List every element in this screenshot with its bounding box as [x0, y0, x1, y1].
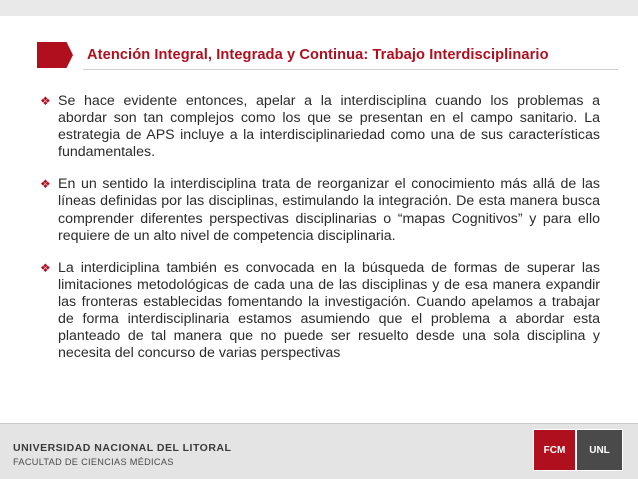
slide-content	[40, 93, 600, 377]
bullet-text: En un sentido la interdisciplina trata de reorganizar el conocimiento más allá de las líneas definidas por las disciplinas, estimulando la integración. De esta manera busca comprender diferentes perspectivas disciplinarias o “mapas Cognitivos” y para ello requiere de un alto nivel de competencia disciplinaria.	[58, 176, 600, 244]
bullet-item	[40, 176, 600, 244]
bullet-item	[40, 260, 600, 363]
title-divider	[83, 69, 618, 70]
top-strip	[0, 0, 638, 16]
footer-divider	[0, 423, 638, 424]
bullet-item	[40, 93, 600, 161]
diamond-bullet-icon: ❖	[40, 94, 51, 108]
diamond-bullet-icon: ❖	[40, 260, 51, 275]
title-bar	[37, 42, 637, 68]
faculty-name: FACULTAD DE CIENCIAS MÉDICAS	[13, 457, 174, 467]
bullet-text: Se hace evidente entonces, apelar a la interdisciplina cuando los problemas a abordar son tan complejos como los que se presentan en el campo sanitario. La estrategia de APS incluye a la interdisciplinariedad como una de sus características fundamentales.	[58, 93, 600, 161]
title-arrow-marker	[37, 42, 73, 68]
diamond-bullet-icon: ❖	[40, 177, 51, 192]
unl-logo: UNL	[576, 429, 623, 471]
university-name: UNIVERSIDAD NACIONAL DEL LITORAL	[13, 442, 232, 454]
fcm-logo: FCM	[533, 429, 576, 471]
slide-title: Atención Integral, Integrada y Continua: Trabajo Interdisciplinario	[87, 47, 549, 63]
bullet-text: La interdiciplina también es convocada en la búsqueda de formas de superar las limitaciones metodológicas de cada una de las disciplinas y de esa manera expandir las fronteras establecidas fomentando la investigación. Cuando apelamos a trabajar de forma interdisciplinaria estamos asumiendo que el problema a abordar esta planteado de tal manera que no puede ser resuelto desde una sola disciplina y necesita del concurso de varias perspectivas	[58, 259, 600, 362]
